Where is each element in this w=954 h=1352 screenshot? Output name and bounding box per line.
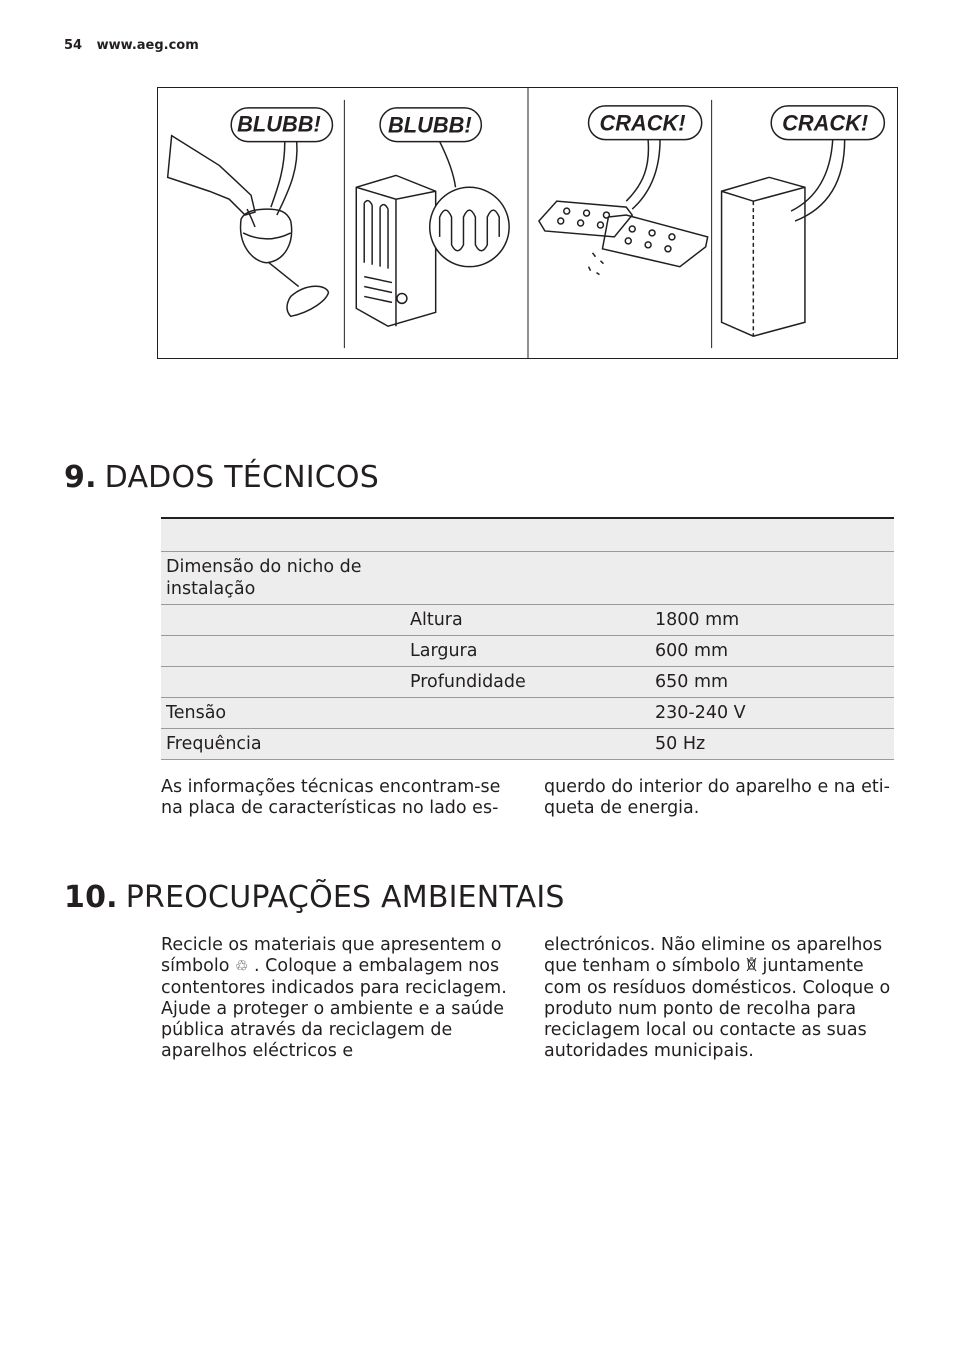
table-cell (405, 729, 650, 760)
section-title-technical-data (64, 460, 379, 495)
protect-text: Ajude a proteger o ambiente e a saúde pública através da reciclagem de aparelhos eléctricos e (161, 998, 505, 1062)
table-cell: 650 mm (650, 667, 894, 698)
table-row (161, 698, 894, 729)
website-link[interactable]: www.aeg.com (96, 38, 199, 53)
table-cell (161, 636, 405, 667)
table-cell (405, 552, 650, 605)
table-cell (405, 518, 650, 552)
section-number: 9. (64, 460, 97, 495)
page-header (64, 38, 199, 53)
table-cell (405, 698, 650, 729)
table-row (161, 667, 894, 698)
fridge-coils-drawing (356, 175, 509, 326)
table-cell: Frequência (161, 729, 405, 760)
technical-note-left: As informações técnicas encontram-se na placa de características no lado es- (161, 777, 501, 819)
technical-note-right: querdo do interior do aparelho e na eti-queta de energia. (544, 777, 890, 819)
recycle-text-b: . Coloque a embalagem nos contentores indicados para reciclagem. (161, 956, 507, 998)
table-cell: 50 Hz (650, 729, 894, 760)
table-cell: Altura (405, 605, 650, 636)
bubble-text-2: BLUBB! (388, 112, 472, 138)
table-cell: Largura (405, 636, 650, 667)
bubble-text-3: CRACK! (599, 110, 686, 136)
table-row (161, 552, 894, 605)
technical-data-table (161, 517, 894, 760)
table-row (161, 518, 894, 552)
table-cell: Tensão (161, 698, 405, 729)
table-cell (650, 518, 894, 552)
weee-text-a: electrónicos. Não elimine os aparelhos que tenham o símbolo (544, 935, 883, 977)
section-number: 10. (64, 880, 118, 915)
table-cell (161, 518, 405, 552)
table-cell: Dimensão do nicho de instalação (161, 552, 405, 605)
section-title-environment (64, 880, 565, 915)
environment-text-right (544, 935, 894, 1063)
section-title-text: DADOS TÉCNICOS (104, 460, 379, 495)
bottle-pouring-drawing (168, 136, 329, 317)
crossed-bin-icon (746, 957, 757, 972)
ice-tray-drawing (539, 201, 708, 274)
table-row (161, 729, 894, 760)
noise-illustration (157, 87, 898, 359)
section-title-text: PREOCUPAÇÕES AMBIENTAIS (125, 880, 565, 915)
weee-text-b: juntamente com os resíduos domésticos. Coloque o produto num ponto de recolha para reciclagem local ou contacte as suas autoridades municipais. (544, 956, 891, 1062)
table-cell: 230-240 V (650, 698, 894, 729)
table-cell (161, 605, 405, 636)
table-cell (650, 552, 894, 605)
table-cell: 1800 mm (650, 605, 894, 636)
recycle-icon: ♲ (235, 957, 249, 976)
page-number: 54 (64, 38, 83, 53)
bubble-text-1: BLUBB! (237, 111, 321, 137)
table-row (161, 605, 894, 636)
table-cell: 600 mm (650, 636, 894, 667)
table-cell (161, 667, 405, 698)
fridge-drawing (722, 177, 805, 336)
bubble-text-4: CRACK! (782, 110, 869, 136)
environment-text-left (161, 935, 511, 1063)
table-row (161, 636, 894, 667)
recycle-text-a: Recicle os materiais que apresentem o símbolo (161, 935, 502, 977)
table-cell: Profundidade (405, 667, 650, 698)
